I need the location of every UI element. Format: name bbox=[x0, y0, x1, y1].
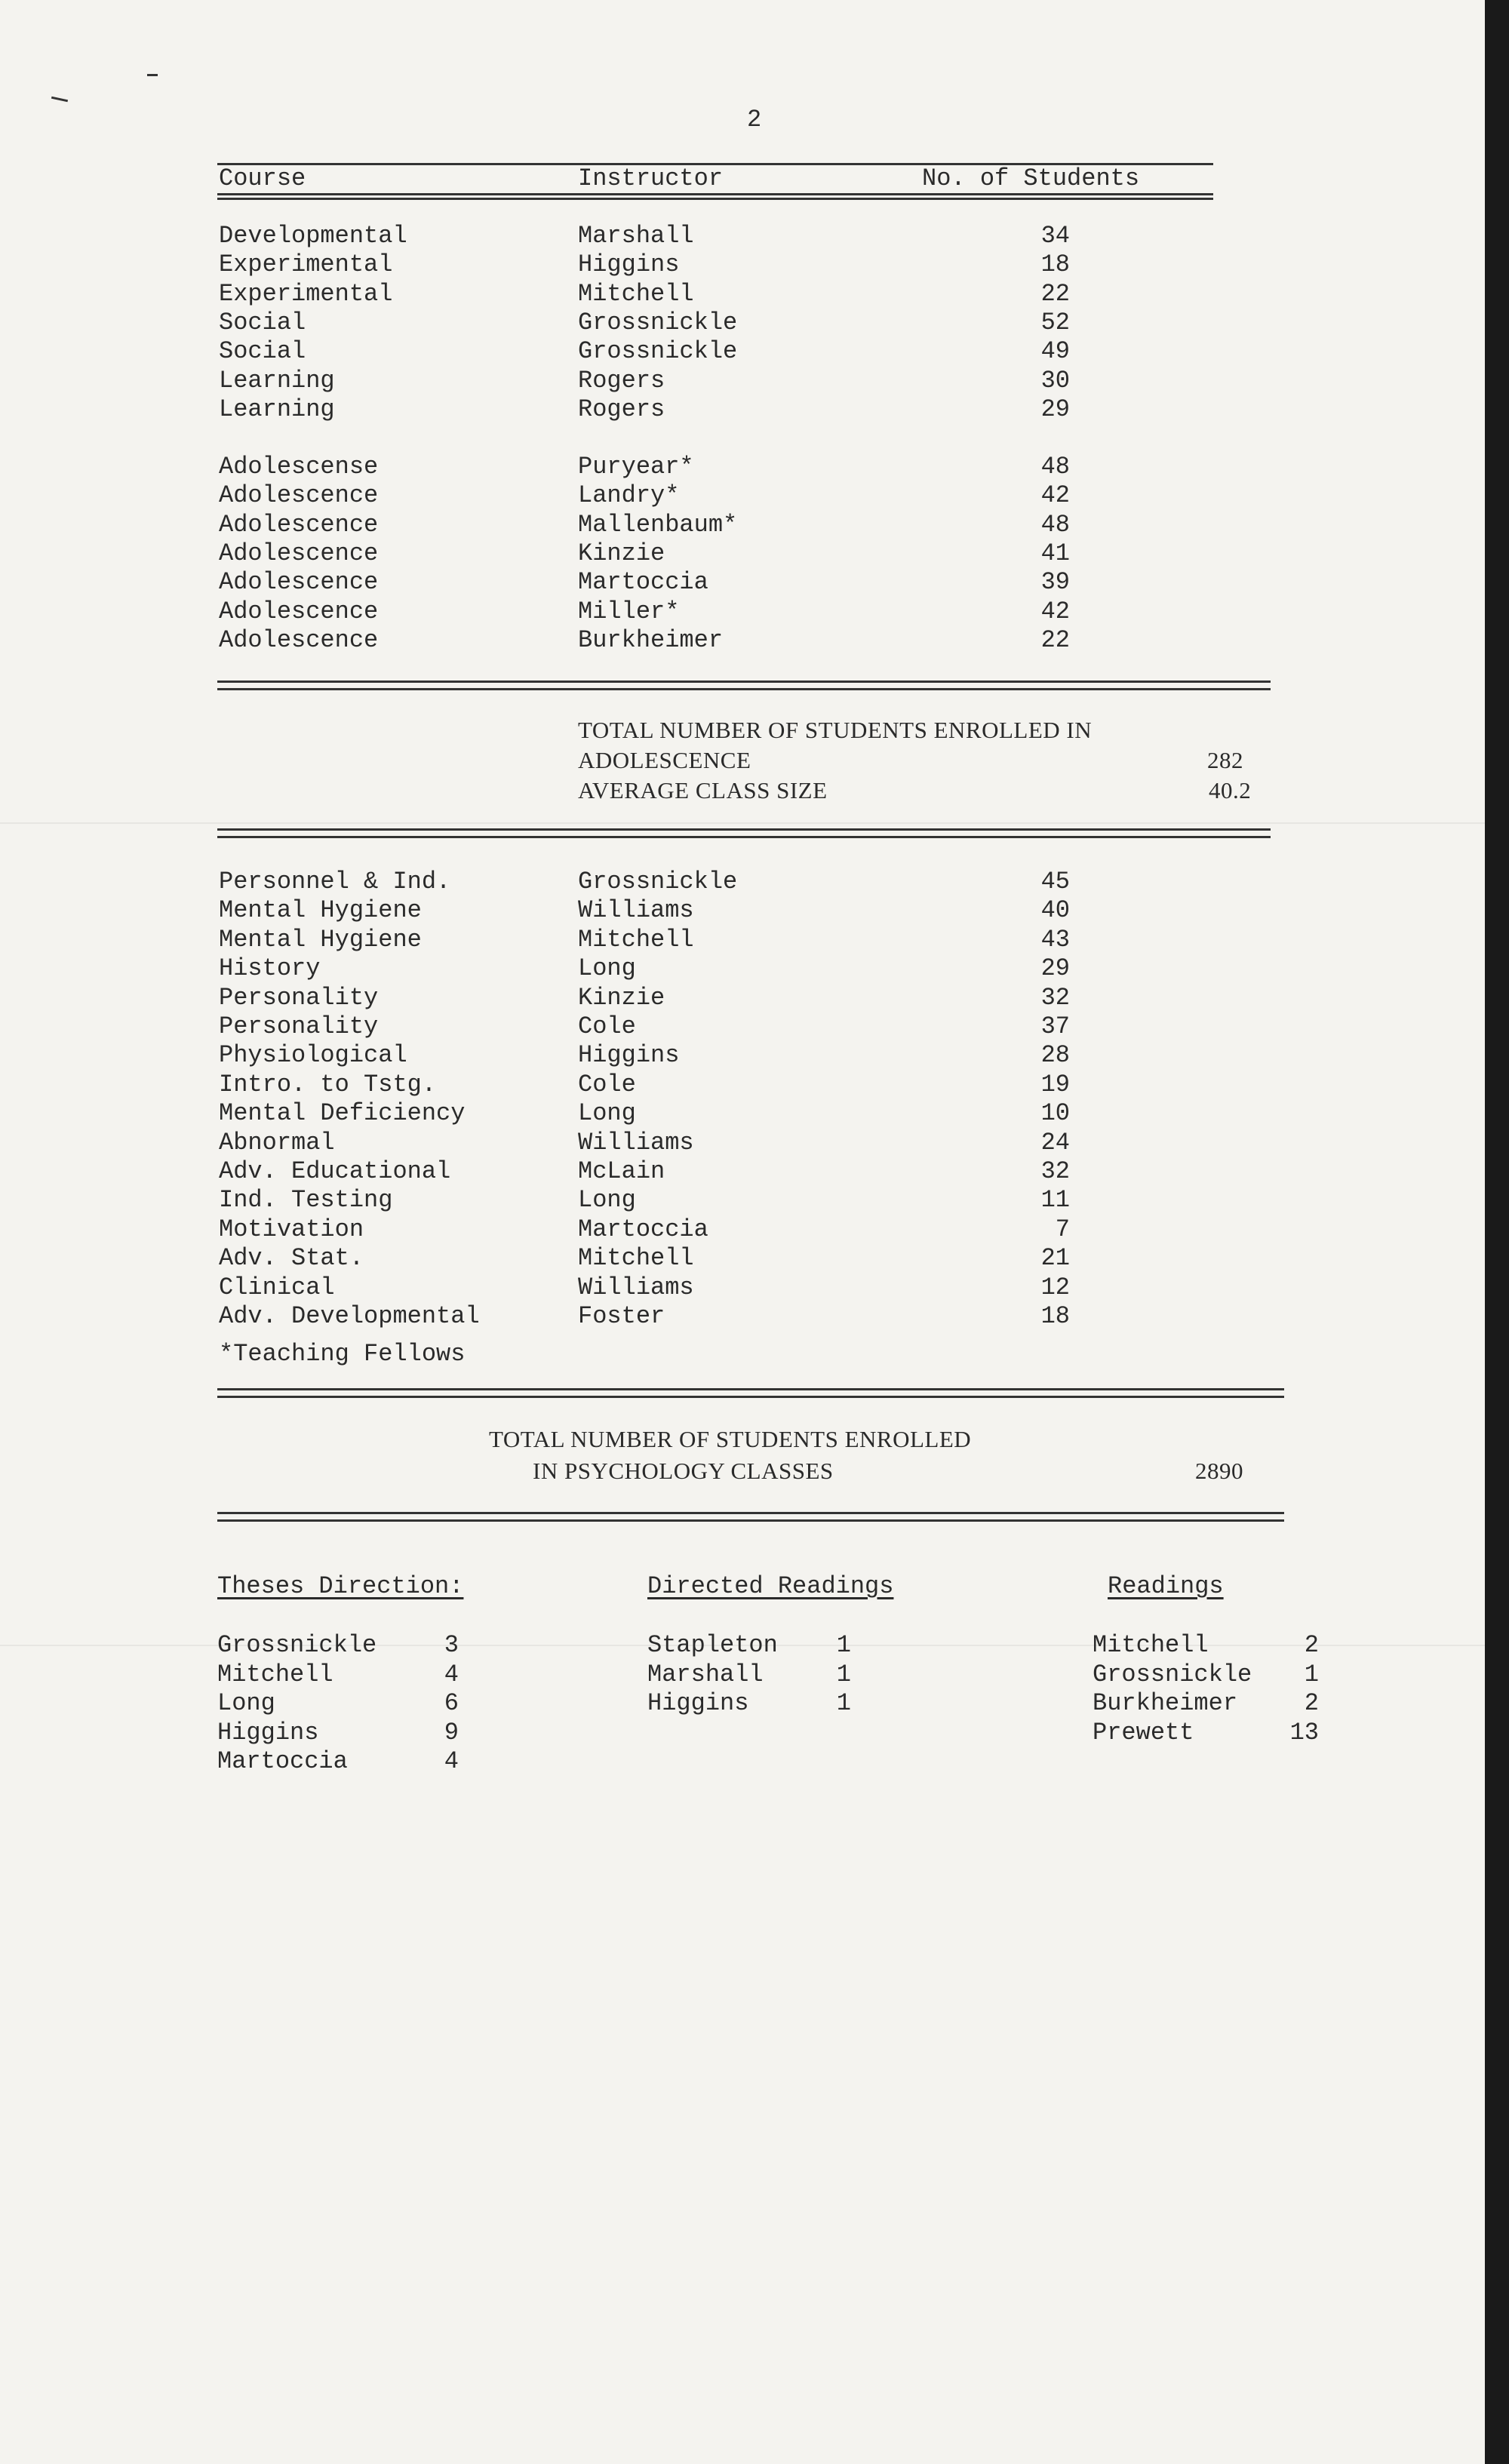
course-cell: Mental Hygiene bbox=[219, 896, 422, 925]
average-class-size-label: AVERAGE CLASS SIZE bbox=[578, 777, 828, 803]
list-item-count: 6 bbox=[444, 1689, 459, 1718]
instructor-cell: Mallenbaum* bbox=[578, 510, 738, 539]
course-cell: Developmental bbox=[219, 222, 407, 250]
psychology-total-value: 2890 bbox=[1195, 1458, 1243, 1484]
list-item-name: Martoccia bbox=[217, 1747, 348, 1776]
course-cell: Personality bbox=[219, 1012, 379, 1040]
students-cell: 24 bbox=[1040, 1128, 1070, 1157]
students-cell: 40 bbox=[1040, 896, 1070, 925]
instructor-cell: Landry* bbox=[578, 481, 680, 510]
instructor-cell: Foster bbox=[578, 1302, 665, 1330]
header-students: No. of Students bbox=[922, 164, 1140, 192]
header-instructor: Instructor bbox=[578, 164, 724, 192]
students-cell: 32 bbox=[1040, 1157, 1070, 1185]
table-row bbox=[219, 868, 1124, 896]
header-course: Course bbox=[219, 164, 306, 192]
list-item bbox=[217, 1747, 459, 1776]
instructor-cell: Martoccia bbox=[578, 1215, 708, 1243]
table-row bbox=[219, 896, 1124, 925]
instructor-cell: Cole bbox=[578, 1070, 636, 1098]
instructor-cell: Rogers bbox=[578, 395, 665, 423]
instructor-cell: Puryear* bbox=[578, 453, 694, 481]
double-rule bbox=[217, 828, 1271, 831]
course-cell: Experimental bbox=[219, 250, 393, 279]
adolescence-label: ADOLESCENCE bbox=[578, 747, 751, 773]
footnote: *Teaching Fellows bbox=[219, 1340, 466, 1368]
table-row bbox=[219, 539, 1124, 568]
list-item-count: 13 bbox=[1289, 1718, 1319, 1747]
adolescence-total-value: 282 bbox=[1207, 747, 1243, 773]
list-item bbox=[1093, 1631, 1319, 1660]
instructor-cell: Mitchell bbox=[578, 925, 694, 954]
list-item bbox=[217, 1661, 459, 1689]
double-rule bbox=[217, 1388, 1284, 1390]
list-item-count: 1 bbox=[836, 1631, 851, 1659]
course-cell: Mental Hygiene bbox=[219, 925, 422, 954]
instructor-cell: Mitchell bbox=[578, 1244, 694, 1273]
table-row bbox=[219, 598, 1124, 626]
students-cell: 29 bbox=[1040, 395, 1070, 423]
list-item bbox=[217, 1719, 459, 1747]
course-cell: Learning bbox=[219, 395, 335, 423]
table-row bbox=[219, 337, 1124, 366]
table-row bbox=[219, 1129, 1124, 1157]
instructor-cell: Martoccia bbox=[578, 568, 708, 597]
table-row bbox=[219, 626, 1124, 655]
table-row bbox=[219, 1215, 1124, 1244]
instructor-cell: Kinzie bbox=[578, 983, 665, 1012]
table-row bbox=[219, 280, 1124, 309]
instructor-cell: Grossnickle bbox=[578, 308, 738, 336]
table-row bbox=[219, 1186, 1124, 1215]
double-rule bbox=[217, 1519, 1284, 1522]
table-row bbox=[219, 954, 1124, 983]
instructor-cell: Long bbox=[578, 954, 636, 983]
students-cell: 22 bbox=[1040, 279, 1070, 308]
students-cell: 45 bbox=[1040, 868, 1070, 896]
course-cell: History bbox=[219, 954, 321, 983]
list-item bbox=[217, 1631, 459, 1660]
instructor-cell: Kinzie bbox=[578, 539, 665, 567]
table-row bbox=[219, 1071, 1124, 1099]
double-rule bbox=[217, 1512, 1284, 1514]
students-cell: 48 bbox=[1040, 510, 1070, 539]
table-row bbox=[219, 984, 1124, 1012]
list-item-name: Prewett bbox=[1093, 1718, 1194, 1747]
list-item bbox=[647, 1689, 851, 1718]
table-row bbox=[219, 481, 1124, 510]
instructor-cell: Williams bbox=[578, 896, 694, 925]
course-cell: Experimental bbox=[219, 279, 393, 308]
course-cell: Adv. Stat. bbox=[219, 1244, 364, 1273]
directed-readings-title: Directed Readings bbox=[647, 1572, 894, 1600]
course-cell: Personality bbox=[219, 983, 379, 1012]
table-row bbox=[219, 1157, 1124, 1186]
course-cell: Clinical bbox=[219, 1273, 335, 1301]
students-cell: 42 bbox=[1040, 597, 1070, 625]
course-cell: Ind. Testing bbox=[219, 1186, 393, 1215]
table-row bbox=[219, 1302, 1124, 1331]
students-cell: 18 bbox=[1040, 250, 1070, 279]
instructor-cell: Higgins bbox=[578, 250, 680, 279]
psychology-total-label: TOTAL NUMBER OF STUDENTS ENROLLED bbox=[489, 1426, 972, 1452]
list-item-count: 2 bbox=[1304, 1689, 1319, 1718]
stray-mark bbox=[147, 74, 158, 76]
students-cell: 22 bbox=[1040, 625, 1070, 654]
list-item-name: Mitchell bbox=[217, 1660, 333, 1688]
course-cell: Adolescence bbox=[219, 510, 379, 539]
course-cell: Personnel & Ind. bbox=[219, 868, 451, 896]
course-cell: Abnormal bbox=[219, 1128, 335, 1157]
table-row bbox=[219, 1041, 1124, 1070]
instructor-cell: Marshall bbox=[578, 222, 694, 250]
list-item-name: Grossnickle bbox=[217, 1631, 377, 1659]
students-cell: 18 bbox=[1040, 1302, 1070, 1330]
list-item bbox=[647, 1661, 851, 1689]
students-cell: 43 bbox=[1040, 925, 1070, 954]
list-item bbox=[647, 1631, 851, 1660]
list-item-name: Higgins bbox=[647, 1689, 749, 1718]
list-item-name: Mitchell bbox=[1093, 1631, 1209, 1659]
students-cell: 28 bbox=[1040, 1041, 1070, 1070]
table-row bbox=[219, 926, 1124, 954]
page-number: 2 bbox=[747, 106, 762, 134]
course-cell: Physiological bbox=[219, 1041, 407, 1070]
instructor-cell: Mitchell bbox=[578, 279, 694, 308]
list-item bbox=[217, 1689, 459, 1718]
table-row bbox=[219, 1012, 1124, 1041]
table-row bbox=[219, 568, 1124, 597]
students-cell: 32 bbox=[1040, 983, 1070, 1012]
double-rule bbox=[217, 681, 1271, 683]
instructor-cell: Cole bbox=[578, 1012, 636, 1040]
students-cell: 52 bbox=[1040, 308, 1070, 336]
double-rule bbox=[217, 688, 1271, 690]
readings-title: Readings bbox=[1108, 1572, 1224, 1600]
students-cell: 10 bbox=[1040, 1099, 1070, 1128]
students-cell: 49 bbox=[1040, 337, 1070, 366]
instructor-cell: Long bbox=[578, 1099, 636, 1128]
list-item-count: 9 bbox=[444, 1718, 459, 1747]
course-cell: Mental Deficiency bbox=[219, 1099, 466, 1128]
instructor-cell: McLain bbox=[578, 1157, 665, 1185]
course-cell: Adv. Developmental bbox=[219, 1302, 480, 1330]
students-cell: 12 bbox=[1040, 1273, 1070, 1301]
students-cell: 37 bbox=[1040, 1012, 1070, 1040]
list-item-count: 1 bbox=[836, 1660, 851, 1688]
instructor-cell: Burkheimer bbox=[578, 625, 724, 654]
stray-mark bbox=[51, 97, 68, 103]
students-cell: 30 bbox=[1040, 366, 1070, 395]
course-cell: Adolescence bbox=[219, 539, 379, 567]
course-cell: Adv. Educational bbox=[219, 1157, 451, 1185]
students-cell: 7 bbox=[1055, 1215, 1070, 1243]
table-row bbox=[219, 367, 1124, 395]
theses-direction-title: Theses Direction: bbox=[217, 1572, 464, 1600]
list-item bbox=[1093, 1689, 1319, 1718]
list-item-name: Long bbox=[217, 1689, 275, 1718]
students-cell: 19 bbox=[1040, 1070, 1070, 1098]
students-cell: 29 bbox=[1040, 954, 1070, 983]
list-item-count: 4 bbox=[444, 1747, 459, 1776]
table-row bbox=[219, 222, 1124, 250]
instructor-cell: Miller* bbox=[578, 597, 680, 625]
students-cell: 48 bbox=[1040, 453, 1070, 481]
list-item-count: 3 bbox=[444, 1631, 459, 1659]
list-item-name: Grossnickle bbox=[1093, 1660, 1252, 1688]
table-row bbox=[219, 309, 1124, 337]
list-item bbox=[1093, 1661, 1319, 1689]
instructor-cell: Rogers bbox=[578, 366, 665, 395]
instructor-cell: Williams bbox=[578, 1273, 694, 1301]
course-cell: Social bbox=[219, 337, 306, 366]
header-rule-bottom bbox=[217, 198, 1213, 200]
list-item-name: Marshall bbox=[647, 1660, 764, 1688]
course-cell: Learning bbox=[219, 366, 335, 395]
list-item-count: 1 bbox=[1304, 1660, 1319, 1688]
list-item-name: Higgins bbox=[217, 1718, 319, 1747]
double-rule bbox=[217, 836, 1271, 838]
instructor-cell: Williams bbox=[578, 1128, 694, 1157]
list-item bbox=[1093, 1719, 1319, 1747]
table-row bbox=[219, 1099, 1124, 1128]
course-cell: Motivation bbox=[219, 1215, 364, 1243]
instructor-cell: Higgins bbox=[578, 1041, 680, 1070]
table-row bbox=[219, 511, 1124, 539]
course-cell: Adolescence bbox=[219, 597, 379, 625]
course-cell: Adolescence bbox=[219, 625, 379, 654]
instructor-cell: Grossnickle bbox=[578, 868, 738, 896]
adolescence-total-label: TOTAL NUMBER OF STUDENTS ENROLLED IN bbox=[578, 717, 1093, 743]
students-cell: 41 bbox=[1040, 539, 1070, 567]
list-item-count: 4 bbox=[444, 1660, 459, 1688]
table-row bbox=[219, 250, 1124, 279]
instructor-cell: Long bbox=[578, 1186, 636, 1215]
students-cell: 34 bbox=[1040, 222, 1070, 250]
students-cell: 39 bbox=[1040, 568, 1070, 597]
course-cell: Intro. to Tstg. bbox=[219, 1070, 437, 1098]
students-cell: 42 bbox=[1040, 481, 1070, 510]
table-row bbox=[219, 395, 1124, 424]
double-rule bbox=[217, 1396, 1284, 1398]
table-row bbox=[219, 1244, 1124, 1273]
students-cell: 11 bbox=[1040, 1186, 1070, 1215]
students-cell: 21 bbox=[1040, 1244, 1070, 1273]
psychology-classes-label: IN PSYCHOLOGY CLASSES bbox=[533, 1458, 834, 1484]
course-cell: Adolescense bbox=[219, 453, 379, 481]
fold-crease bbox=[0, 822, 1485, 824]
course-cell: Adolescence bbox=[219, 568, 379, 597]
instructor-cell: Grossnickle bbox=[578, 337, 738, 366]
course-cell: Adolescence bbox=[219, 481, 379, 510]
list-item-name: Stapleton bbox=[647, 1631, 778, 1659]
table-row bbox=[219, 1273, 1124, 1302]
average-class-size-value: 40.2 bbox=[1209, 777, 1252, 803]
course-cell: Social bbox=[219, 308, 306, 336]
header-rule-bottom bbox=[217, 193, 1213, 195]
table-row bbox=[219, 453, 1124, 481]
list-item-name: Burkheimer bbox=[1093, 1689, 1238, 1718]
list-item-count: 2 bbox=[1304, 1631, 1319, 1659]
list-item-count: 1 bbox=[836, 1689, 851, 1718]
